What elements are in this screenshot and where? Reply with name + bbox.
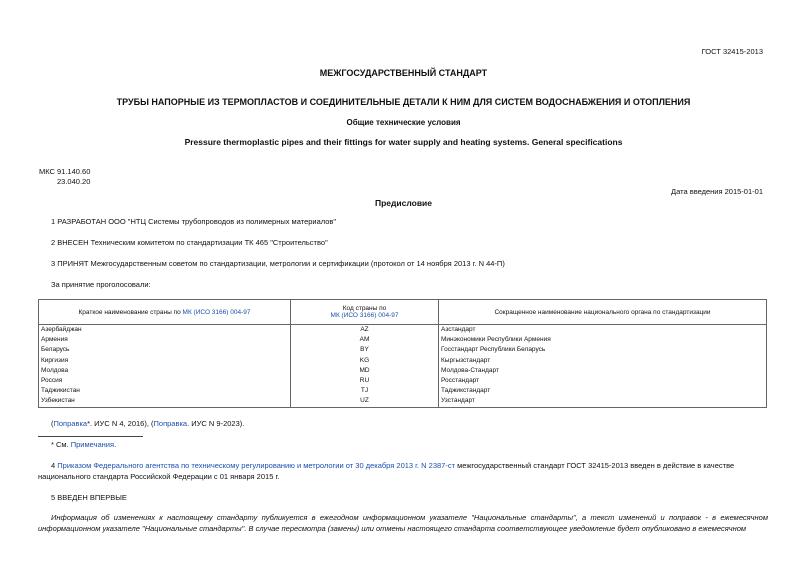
body-cell: Таджикстандарт: [439, 386, 767, 396]
footnote-suffix: .: [114, 440, 117, 449]
preface-item-2: 2 ВНЕСЕН Техническим комитетом по стандартизации ТК 465 "Строительство": [51, 238, 328, 247]
body-cell: Росстандарт: [439, 376, 767, 386]
info-paragraph: Информация об изменениях к настоящему стандарту публикуется в ежегодном информационном указателе "Национальные стандарты", а текст изменений и поправок - в ежемесячном информационном указателе "Национальные стандарты". В случае пересмотра (замены) или отмены настоящего стандарта соответствующее уведомление будет опубликовано в ежемесячном: [38, 513, 768, 533]
document-code: ГОСТ 32415-2013: [701, 47, 763, 56]
preface-item-3: 3 ПРИНЯТ Межгосударственным советом по стандартизации, метрологии и сертификации (протокол от 14 ноября 2013 г. N 44-П): [51, 259, 505, 268]
preface-item-5: 5 ВВЕДЕН ВПЕРВЫЕ: [51, 493, 127, 502]
preface-item-1: 1 РАЗРАБОТАН ООО "НТЦ Системы трубопроводов из полимерных материалов": [51, 217, 337, 226]
standard-type: МЕЖГОСУДАРСТВЕННЫЙ СТАНДАРТ: [319, 68, 488, 78]
footnote-prefix: * См.: [51, 440, 71, 449]
code-cell: BY: [291, 345, 439, 355]
body-cell: Молдова-Стандарт: [439, 366, 767, 376]
code-cell: MD: [291, 366, 439, 376]
country-cell: Азербайджан: [39, 325, 291, 336]
footnote-divider: [38, 436, 143, 437]
body-cell: Госстандарт Республики Беларусь: [439, 345, 767, 355]
mks-label: МКС: [39, 167, 55, 176]
table-row: [39, 386, 767, 396]
body-cell: Кыргызстандарт: [439, 356, 767, 366]
mk-iso-link[interactable]: МК (ИСО 3166) 004-97: [182, 308, 251, 316]
preface-heading: Предисловие: [374, 198, 433, 208]
col-country-header: [39, 300, 291, 325]
country-cell: Таджикистан: [39, 386, 291, 396]
country-cell: Армения: [39, 335, 291, 345]
body-cell: Узстандарт: [439, 396, 767, 407]
code-cell: AM: [291, 335, 439, 345]
mk-iso-link-2[interactable]: МК (ИСО 3166) 004-97: [330, 312, 399, 319]
body-cell: Азстандарт: [439, 325, 767, 336]
col-country-header-text: Краткое наименование страны по: [78, 308, 183, 316]
country-cell: Беларусь: [39, 345, 291, 355]
intro-date: Дата введения 2015-01-01: [671, 187, 763, 196]
col-code-header-text: Код страны по: [342, 305, 387, 312]
country-cell: Узбекистан: [39, 396, 291, 407]
table-row: [39, 345, 767, 355]
table-row: [39, 396, 767, 407]
country-cell: Молдова: [39, 366, 291, 376]
amendments-mid-2: . ИУС N 9-2023).: [187, 419, 245, 428]
code-cell: AZ: [291, 325, 439, 336]
amendments-mid-1: *. ИУС N 4, 2016), (: [87, 419, 154, 428]
mks-code-2: 23.040.20: [57, 177, 91, 186]
footnote: [51, 440, 116, 449]
code-cell: TJ: [291, 386, 439, 396]
voted-label: За принятие проголосовали:: [51, 280, 151, 289]
mks-code-1: 91.140.60: [57, 167, 91, 176]
amendments-open: (: [51, 419, 54, 428]
document-subtitle: Общие технические условия: [346, 118, 461, 127]
table-row: [39, 325, 767, 336]
preface-item-4: [38, 461, 768, 482]
code-cell: UZ: [291, 396, 439, 407]
country-cell: Россия: [39, 376, 291, 386]
table-row: [39, 376, 767, 386]
amendments-note: [51, 419, 244, 428]
item-4-text: межгосударственный стандарт ГОСТ 32415-2013 введен в действие в качестве национального стандарта Российской Федерации с 01 января 2015 г.: [38, 461, 735, 481]
table-row: [39, 366, 767, 376]
table-header-row: [39, 300, 767, 325]
code-cell: RU: [291, 376, 439, 386]
english-title: Pressure thermoplastic pipes and their fittings for water supply and heating systems. General specifications: [184, 137, 623, 147]
body-cell: Минэкономики Республики Армения: [439, 335, 767, 345]
table-row: [39, 335, 767, 345]
col-code-header: [291, 300, 439, 325]
order-link[interactable]: Приказом Федерального агентства по техническому регулированию и метрологии от 30 декабря 2013 г. N 2387-ст: [57, 461, 456, 470]
document-title: ТРУБЫ НАПОРНЫЕ ИЗ ТЕРМОПЛАСТОВ И СОЕДИНИТЕЛЬНЫЕ ДЕТАЛИ К НИМ ДЛЯ СИСТЕМ ВОДОСНАБЖЕНИЯ И ОТОПЛЕНИЯ: [116, 97, 691, 107]
amendment-link-2[interactable]: Поправка: [153, 419, 188, 428]
item-4-number: 4: [51, 461, 58, 470]
table-row: [39, 356, 767, 366]
voting-table: [38, 299, 767, 408]
country-cell: Киргизия: [39, 356, 291, 366]
code-cell: KG: [291, 356, 439, 366]
notes-link[interactable]: Примечания: [70, 440, 115, 449]
col-body-header: Сокращенное наименование национального органа по стандартизации: [439, 300, 767, 325]
amendment-link-1[interactable]: Поправка: [53, 419, 88, 428]
